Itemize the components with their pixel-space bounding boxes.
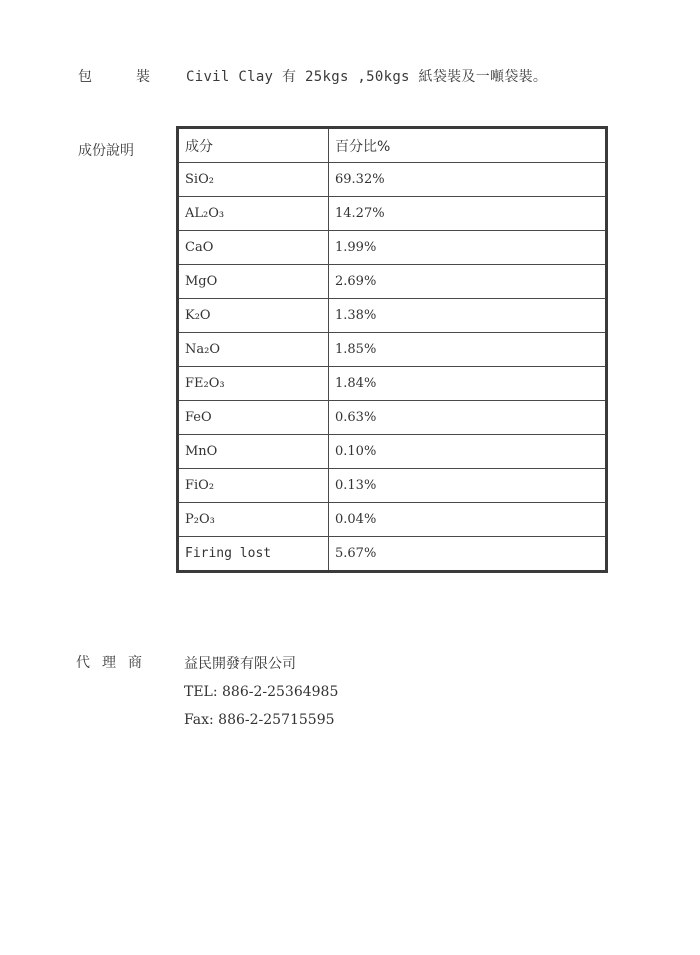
table-row: [179, 537, 605, 571]
table-row: [179, 231, 605, 265]
percent-cell: 5.67%: [329, 537, 606, 571]
component-cell: Firing lost: [179, 537, 329, 571]
percent-cell: 0.10%: [329, 435, 606, 469]
table-row: [179, 163, 605, 197]
component-cell: FeO: [179, 401, 329, 435]
table-row: [179, 401, 605, 435]
component-cell: AL₂O₃: [179, 197, 329, 231]
percent-cell: 2.69%: [329, 265, 606, 299]
component-cell: MnO: [179, 435, 329, 469]
percent-cell: 1.85%: [329, 333, 606, 367]
table-row: [179, 299, 605, 333]
percent-cell: 1.99%: [329, 231, 606, 265]
table-row: [179, 503, 605, 537]
component-cell: Na₂O: [179, 333, 329, 367]
component-cell: SiO₂: [179, 163, 329, 197]
component-cell: MgO: [179, 265, 329, 299]
agent-label: 代理商: [76, 655, 154, 671]
composition-label: 成份說明: [78, 143, 134, 159]
component-cell: K₂O: [179, 299, 329, 333]
header-percent: 百分比%: [329, 129, 606, 163]
packaging-label-char-1: 包: [78, 69, 92, 85]
header-component: 成分: [179, 129, 329, 163]
component-cell: CaO: [179, 231, 329, 265]
percent-cell: 0.04%: [329, 503, 606, 537]
composition-table: [176, 126, 608, 573]
table-row: [179, 367, 605, 401]
component-cell: FE₂O₃: [179, 367, 329, 401]
table-row: [179, 435, 605, 469]
packaging-text: Civil Clay 有 25kgs ,50kgs 紙袋裝及一噸袋裝。: [186, 69, 548, 85]
percent-cell: 1.84%: [329, 367, 606, 401]
packaging-label-char-2: 裝: [136, 69, 150, 85]
table-row: [179, 265, 605, 299]
percent-cell: 0.63%: [329, 401, 606, 435]
agent-fax: Fax: 886-2-25715595: [184, 712, 335, 728]
table-row: [179, 333, 605, 367]
component-cell: P₂O₃: [179, 503, 329, 537]
percent-cell: 14.27%: [329, 197, 606, 231]
table-header-row: [179, 129, 605, 163]
table-row: [179, 197, 605, 231]
agent-company: 益民開發有限公司: [184, 656, 296, 672]
agent-tel: TEL: 886-2-25364985: [184, 684, 339, 700]
percent-cell: 1.38%: [329, 299, 606, 333]
table-row: [179, 469, 605, 503]
component-cell: FiO₂: [179, 469, 329, 503]
percent-cell: 69.32%: [329, 163, 606, 197]
packaging-label: [78, 66, 150, 86]
agent-info: [184, 650, 338, 734]
percent-cell: 0.13%: [329, 469, 606, 503]
